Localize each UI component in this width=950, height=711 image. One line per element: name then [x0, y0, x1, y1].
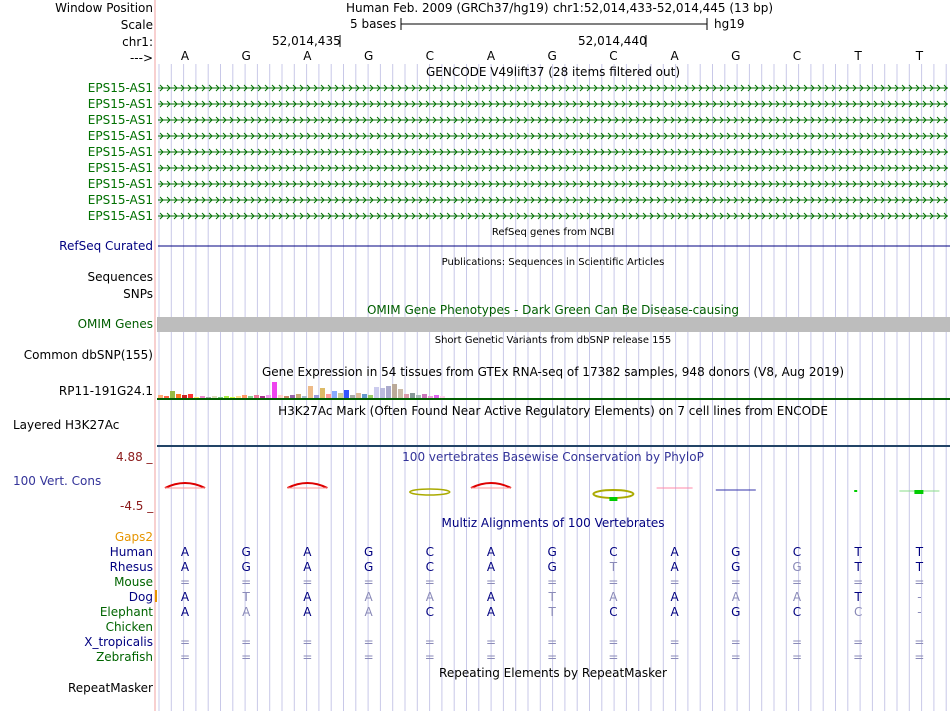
base-letter: C	[609, 49, 618, 63]
multiz-base: =	[853, 650, 864, 664]
phylop-label[interactable]: 100 Vert. Cons	[13, 474, 102, 488]
multiz-base: A	[670, 545, 679, 559]
base-letter: T	[915, 49, 924, 63]
multiz-base: C	[609, 545, 618, 559]
phylop-min-label: -4.5 _	[120, 499, 154, 513]
window-position-label: Window Position	[55, 1, 153, 15]
multiz-base: A	[731, 590, 740, 604]
gtex-bar	[170, 391, 175, 398]
multiz-base: A	[486, 605, 496, 619]
multiz-base: =	[853, 575, 864, 589]
refseq-label[interactable]: RefSeq Curated	[59, 239, 153, 253]
gtex-bar	[158, 395, 163, 398]
multiz-base: =	[914, 650, 925, 664]
multiz-base: T	[915, 560, 924, 574]
multiz-base: =	[241, 635, 252, 649]
dbsnp-track-title[interactable]: Short Genetic Variants from dbSNP release 155	[434, 335, 672, 346]
multiz-species-label[interactable]: Zebrafish	[96, 650, 153, 664]
multiz-base: =	[669, 635, 680, 649]
multiz-base: =	[363, 635, 374, 649]
gtex-bar	[350, 395, 355, 398]
multiz-base: =	[608, 635, 619, 649]
multiz-base: =	[302, 650, 313, 664]
omim-label[interactable]: OMIM Genes	[77, 317, 153, 331]
multiz-base: G	[731, 605, 741, 619]
omim-track-title[interactable]: OMIM Gene Phenotypes - Dark Green Can Be Disease-causing	[366, 303, 740, 317]
gtex-bar	[212, 396, 217, 398]
multiz-base: C	[792, 605, 802, 619]
gtex-bar	[176, 394, 181, 398]
gencode-item-label[interactable]: EPS15-AS1	[87, 113, 153, 127]
multiz-base: C	[853, 605, 863, 619]
gtex-bar	[290, 395, 295, 398]
multiz-base: =	[363, 650, 374, 664]
multiz-species-label[interactable]: Mouse	[114, 575, 153, 589]
gtex-bar	[398, 389, 403, 398]
multiz-base: =	[363, 575, 374, 589]
multiz-base: =	[485, 575, 497, 589]
base-letter: A	[486, 49, 496, 63]
gtex-bar	[434, 395, 439, 398]
gtex-bar	[422, 394, 427, 398]
gtex-bar	[236, 396, 241, 398]
multiz-base: G	[547, 545, 557, 559]
gtex-bar	[230, 397, 235, 398]
gtex-bar	[386, 386, 391, 398]
multiz-base: G	[792, 560, 802, 574]
multiz-base: A	[303, 590, 312, 604]
multiz-species-label[interactable]: Rhesus	[109, 560, 153, 574]
h3k27ac-track-title[interactable]: H3K27Ac Mark (Often Found Near Active Regulatory Elements) on 7 cell lines from ENCODE	[278, 404, 828, 418]
snps-label[interactable]: SNPs	[123, 287, 153, 301]
base-letter: C	[792, 49, 802, 63]
gtex-bar	[278, 395, 283, 398]
gtex-bar	[164, 396, 169, 398]
gtex-bar	[284, 396, 289, 398]
gtex-bar	[302, 396, 307, 398]
multiz-base: =	[669, 575, 680, 589]
multiz-base: =	[241, 575, 252, 589]
gtex-bar	[404, 394, 409, 398]
gtex-bar	[320, 388, 325, 398]
base-letter: G	[363, 49, 374, 63]
phylop-track-title[interactable]: 100 vertebrates Basewise Conservation by PhyloP	[402, 450, 704, 464]
gtex-bar	[224, 396, 229, 398]
multiz-base: =	[302, 575, 313, 589]
gtex-bar	[206, 397, 211, 398]
multiz-base: =	[485, 635, 497, 649]
refseq-track-title[interactable]: RefSeq genes from NCBI	[491, 227, 615, 238]
multiz-base: G	[731, 560, 741, 574]
gtex-bar	[242, 395, 247, 398]
publications-track-title[interactable]: Publications: Sequences in Scientific Articles	[441, 257, 665, 268]
gtex-bar	[362, 394, 367, 398]
multiz-base: A	[609, 590, 618, 604]
phylop-low-mark	[854, 490, 857, 492]
gtex-track-title[interactable]: Gene Expression in 54 tissues from GTEx RNA-seq of 17382 samples, 948 donors (V8, Aug 2019)	[261, 365, 845, 379]
position-text: chr1:52,014,433-52,014,445 (13 bp)	[553, 1, 774, 15]
multiz-base: T	[854, 560, 862, 574]
multiz-base: A	[670, 560, 679, 574]
multiz-base: A	[180, 560, 190, 574]
multiz-base: T	[242, 590, 250, 604]
multiz-species-label[interactable]: X_tropicalis	[84, 635, 153, 649]
multiz-base: =	[791, 575, 803, 589]
multiz-base: C	[425, 605, 434, 619]
gtex-bar	[332, 391, 337, 398]
multiz-base: A	[486, 560, 496, 574]
gtex-bar	[374, 387, 379, 398]
gtex-bar	[440, 396, 445, 398]
multiz-base: T	[609, 560, 618, 574]
scale-db: hg19	[714, 17, 745, 31]
multiz-base: =	[179, 650, 191, 664]
repeatmasker-label[interactable]: RepeatMasker	[67, 681, 153, 695]
gtex-bar	[314, 395, 319, 398]
gtex-bar	[182, 395, 187, 398]
gtex-bar	[356, 393, 361, 398]
gtex-bar	[368, 395, 373, 398]
gencode-item-label[interactable]: EPS15-AS1	[87, 209, 153, 223]
gencode-track-title[interactable]: GENCODE V49lift37 (28 items filtered out)	[425, 65, 680, 79]
strand-label: --->	[129, 51, 153, 65]
base-letter: G	[241, 49, 251, 63]
gencode-item-label[interactable]: EPS15-AS1	[87, 193, 153, 207]
multiz-base: =	[914, 635, 925, 649]
multiz-base: A	[364, 590, 373, 604]
coord-right: 52,014,440	[578, 34, 647, 48]
h3k27ac-label[interactable]: Layered H3K27Ac	[13, 418, 120, 432]
dog-gap-marker	[155, 590, 157, 602]
multiz-base: G	[363, 545, 374, 559]
multiz-base: G	[363, 560, 374, 574]
gtex-bar	[428, 396, 433, 398]
multiz-base: =	[608, 575, 619, 589]
multiz-base: C	[609, 605, 618, 619]
gtex-bar	[200, 396, 205, 398]
gtex-label[interactable]: RP11-191G24.1	[58, 384, 153, 398]
multiz-base: T	[915, 545, 924, 559]
multiz-base: =	[424, 635, 435, 649]
multiz-base: =	[485, 650, 497, 664]
multiz-base: A	[180, 545, 190, 559]
gtex-bar	[254, 395, 259, 398]
multiz-base: =	[302, 635, 313, 649]
gtex-bar	[392, 384, 397, 398]
multiz-base: A	[670, 605, 679, 619]
multiz-base: C	[792, 545, 802, 559]
multiz-base: A	[486, 545, 496, 559]
gtex-bar	[296, 394, 301, 398]
multiz-base: =	[730, 650, 741, 664]
multiz-base: A	[670, 590, 679, 604]
dbsnp-label[interactable]: Common dbSNP(155)	[23, 348, 153, 362]
multiz-base: =	[730, 575, 741, 589]
multiz-base: -	[917, 605, 922, 619]
multiz-base: A	[425, 590, 434, 604]
base-letter: A	[670, 49, 679, 63]
multiz-base: =	[853, 635, 864, 649]
gtex-bar	[416, 395, 421, 398]
base-letter: T	[854, 49, 862, 63]
multiz-base: =	[179, 575, 191, 589]
phylop-ring	[593, 490, 633, 498]
phylop-low-mark	[914, 490, 923, 494]
multiz-base: =	[608, 650, 619, 664]
gtex-bar	[218, 397, 223, 398]
multiz-base: C	[425, 560, 434, 574]
multiz-base: G	[241, 560, 251, 574]
multiz-base: T	[548, 590, 556, 604]
multiz-track-title[interactable]: Multiz Alignments of 100 Vertebrates	[441, 516, 665, 530]
multiz-base: T	[854, 545, 862, 559]
multiz-base: G	[547, 560, 557, 574]
multiz-base: =	[424, 575, 435, 589]
base-letter: G	[731, 49, 741, 63]
gtex-bar	[308, 386, 313, 398]
multiz-base: A	[364, 605, 373, 619]
multiz-base: G	[241, 545, 251, 559]
multiz-base: =	[730, 635, 741, 649]
multiz-base: A	[486, 590, 496, 604]
multiz-base: A	[242, 605, 251, 619]
multiz-species-label[interactable]: Dog	[128, 590, 153, 604]
gtex-bar	[266, 395, 271, 398]
multiz-base: A	[180, 605, 190, 619]
gtex-bar	[338, 393, 343, 398]
gaps-label[interactable]: Gaps2	[114, 530, 153, 544]
multiz-base: =	[914, 575, 925, 589]
gtex-bar	[326, 394, 331, 398]
multiz-base: A	[303, 545, 312, 559]
base-letter: A	[180, 49, 190, 63]
phylop-max-label: 4.88 _	[116, 450, 153, 464]
multiz-base: A	[303, 560, 312, 574]
gtex-bar	[188, 394, 193, 398]
multiz-base: =	[669, 650, 680, 664]
scale-label: Scale	[120, 18, 153, 32]
chrom-label: chr1:	[122, 35, 153, 49]
gtex-bar	[272, 382, 277, 398]
multiz-base: A	[792, 590, 802, 604]
gtex-bar	[260, 396, 265, 398]
multiz-base: =	[791, 650, 803, 664]
phylop-peak	[287, 483, 327, 488]
multiz-base: =	[424, 650, 435, 664]
assembly-link[interactable]: Human Feb. 2009 (GRCh37/hg19)	[346, 1, 549, 15]
multiz-base: T	[854, 590, 862, 604]
gtex-bar	[380, 388, 385, 398]
multiz-base: =	[241, 650, 252, 664]
multiz-base: =	[547, 650, 558, 664]
gencode-item-label[interactable]: EPS15-AS1	[87, 161, 153, 175]
gencode-item-label[interactable]: EPS15-AS1	[87, 97, 153, 111]
multiz-base: =	[547, 635, 558, 649]
omim-gene-bar	[157, 317, 950, 332]
gencode-item-label[interactable]: EPS15-AS1	[87, 81, 153, 95]
multiz-species-label[interactable]: Human	[109, 545, 153, 559]
phylop-low-mark	[609, 497, 617, 501]
base-letter: A	[303, 49, 312, 63]
gencode-item-label[interactable]: EPS15-AS1	[87, 177, 153, 191]
multiz-base: C	[425, 545, 434, 559]
repeatmasker-track-title[interactable]: Repeating Elements by RepeatMasker	[439, 666, 667, 680]
gtex-bar	[410, 393, 415, 398]
base-letter: G	[547, 49, 557, 63]
gtex-bar	[194, 397, 199, 398]
multiz-base: =	[179, 635, 191, 649]
gtex-bar	[248, 396, 253, 398]
multiz-base: G	[731, 545, 741, 559]
gtex-bar	[344, 390, 349, 398]
multiz-base: -	[917, 590, 922, 604]
multiz-base: T	[548, 605, 556, 619]
multiz-base: A	[180, 590, 190, 604]
gencode-item-label[interactable]: EPS15-AS1	[87, 129, 153, 143]
multiz-base: =	[547, 575, 558, 589]
gencode-item-label[interactable]: EPS15-AS1	[87, 145, 153, 159]
multiz-species-label[interactable]: Chicken	[105, 620, 153, 634]
base-letter: C	[425, 49, 434, 63]
sequences-label[interactable]: Sequences	[87, 270, 153, 284]
multiz-base: A	[303, 605, 312, 619]
coord-left: 52,014,435	[272, 34, 341, 48]
multiz-base: =	[791, 635, 803, 649]
multiz-species-label[interactable]: Elephant	[99, 605, 153, 619]
scale-text: 5 bases	[350, 17, 397, 31]
